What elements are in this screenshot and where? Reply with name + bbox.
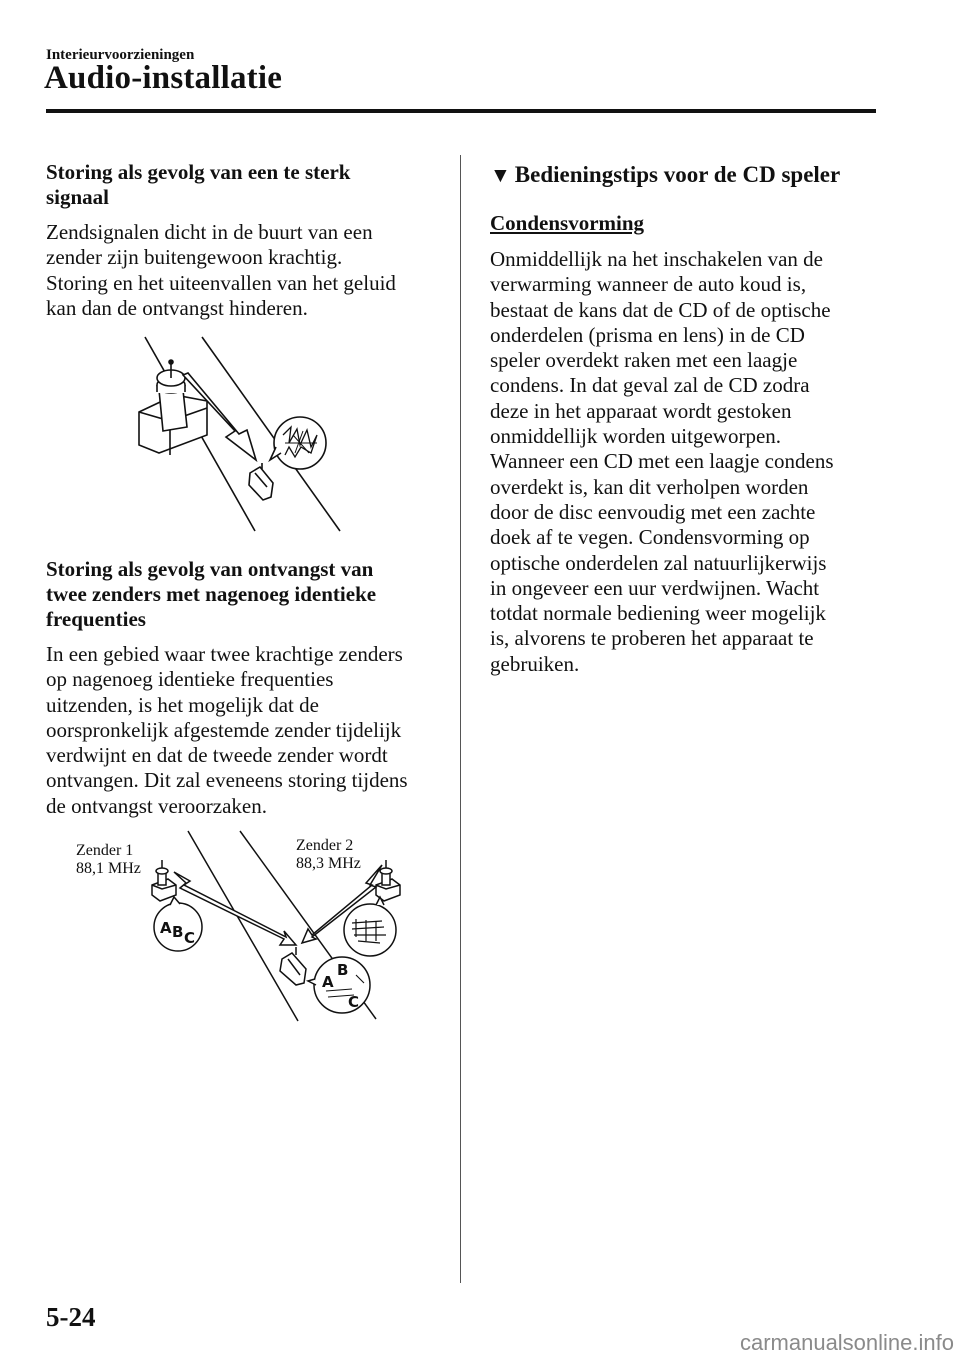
- text-line: verwarming wanneer de auto koud is,: [490, 272, 807, 297]
- svg-text:B: B: [172, 923, 184, 941]
- page-title: Audio-installatie: [44, 60, 283, 96]
- text-line: verdwijnt en dat de tweede zender wordt: [46, 743, 388, 768]
- text-line: door de disc eenvoudig met een zachte: [490, 499, 816, 524]
- heading-line: frequenties: [46, 607, 146, 631]
- abc-bubble-icon: [154, 897, 202, 951]
- heading-line: twee zenders met nagenoeg identieke: [46, 582, 377, 606]
- page-number: 5-24: [46, 1302, 96, 1332]
- svg-text:A: A: [160, 919, 172, 937]
- subheading-condensation: Condensvorming: [490, 211, 645, 235]
- text-line: Onmiddellijk na het inschakelen van de: [490, 247, 823, 271]
- text-line: uitzenden, is het mogelijk dat de: [46, 692, 319, 717]
- text-line: ontvangen. Dit zal eveneens storing tijdens: [46, 768, 408, 793]
- text-line: onderdelen (prisma en lens) in de CD: [490, 322, 805, 347]
- text-line: op nagenoeg identieke frequenties: [46, 667, 334, 692]
- text-line: optische onderdelen zal natuurlijkerwijs: [490, 550, 827, 575]
- figure-two-transmitters: [60, 825, 420, 1025]
- section-heading-text: Bedieningstips voor de CD speler: [514, 162, 841, 187]
- paragraph-strong-signal: [46, 220, 446, 321]
- text-line: doek af te vegen. Condensvorming op: [490, 525, 810, 550]
- transmitter-name: Zender 2: [296, 837, 354, 854]
- svg-text:C: C: [348, 993, 360, 1011]
- left-column: [46, 160, 446, 321]
- heading-strong-signal: [46, 160, 446, 210]
- text-line: kan dan de ontvangst hinderen.: [46, 295, 308, 320]
- text-line: speler overdekt raken met een laagje: [490, 348, 798, 373]
- road-edge: [188, 831, 298, 1021]
- text-line: In een gebied waar twee krachtige zenders: [46, 642, 403, 666]
- transmitter-name: Zender 1: [76, 842, 134, 859]
- svg-text:A: A: [322, 973, 334, 991]
- heading-line: signaal: [46, 185, 110, 209]
- text-line: zender zijn buitengewoon krachtig.: [46, 245, 343, 270]
- header-rule: [46, 109, 876, 113]
- text-line: Storing en het uiteenvallen van het geluid: [46, 270, 396, 295]
- svg-text:C: C: [184, 929, 196, 947]
- text-line: overdekt is, kan dit verholpen worden: [490, 474, 809, 499]
- text-line: totdat normale bediening weer mogelijk: [490, 601, 826, 626]
- text-line: de ontvangst veroorzaken.: [46, 793, 268, 818]
- noise-bubble-icon: [270, 417, 326, 469]
- car-icon: [249, 463, 273, 500]
- two-transmitters-illustration: [60, 825, 420, 1025]
- text-line: bestaat de kans dat de CD of de optische: [490, 297, 831, 322]
- text-line: Zendsignalen dicht in de buurt van een: [46, 220, 373, 244]
- svg-text:B: B: [337, 961, 349, 979]
- car-icon: [280, 947, 306, 985]
- transmitter-frequency: 88,3 MHz: [296, 855, 361, 872]
- triangle-marker-icon: ▼: [490, 163, 511, 187]
- column-divider: [460, 155, 461, 1283]
- text-line: oorspronkelijk afgestemde zender tijdelijk: [46, 717, 402, 742]
- transmitter-2-icon: [376, 860, 400, 901]
- text-line: condens. In dat geval zal de CD zodra: [490, 373, 810, 398]
- figure-strong-signal: [125, 335, 355, 535]
- text-line: Wanneer een CD met een laagje condens: [490, 449, 834, 474]
- heading-two-transmitters: [46, 557, 446, 632]
- text-line: deze in het apparaat wordt gestoken: [490, 398, 792, 423]
- text-line: gebruiken.: [490, 651, 580, 676]
- paragraph-two-transmitters: [46, 642, 446, 819]
- right-column: [490, 161, 890, 677]
- transmitter-tower-icon: [139, 360, 207, 455]
- mixed-reception-bubble-icon: [308, 957, 370, 1013]
- transmitter-frequency: 88,1 MHz: [76, 860, 141, 877]
- paragraph-condensation: [490, 247, 890, 677]
- watermark: carmanualsonline.info: [739, 1330, 954, 1355]
- text-line: onmiddellijk worden uitgeworpen.: [490, 424, 782, 449]
- section-heading-cd-tips: [490, 161, 890, 189]
- strong-signal-illustration: [125, 335, 355, 535]
- heading-line: Storing als gevolg van een te sterk: [46, 160, 351, 184]
- text-line: is, alvorens te proberen het apparaat te: [490, 626, 814, 651]
- heading-line: Storing als gevolg van ontvangst van: [46, 557, 374, 581]
- transmitter-1-icon: [152, 860, 176, 901]
- text-line: in ongeveer een uur verdwijnen. Wacht: [490, 575, 820, 600]
- left-column-section2: [46, 557, 446, 819]
- section-label: Interieurvoorzieningen: [46, 47, 195, 63]
